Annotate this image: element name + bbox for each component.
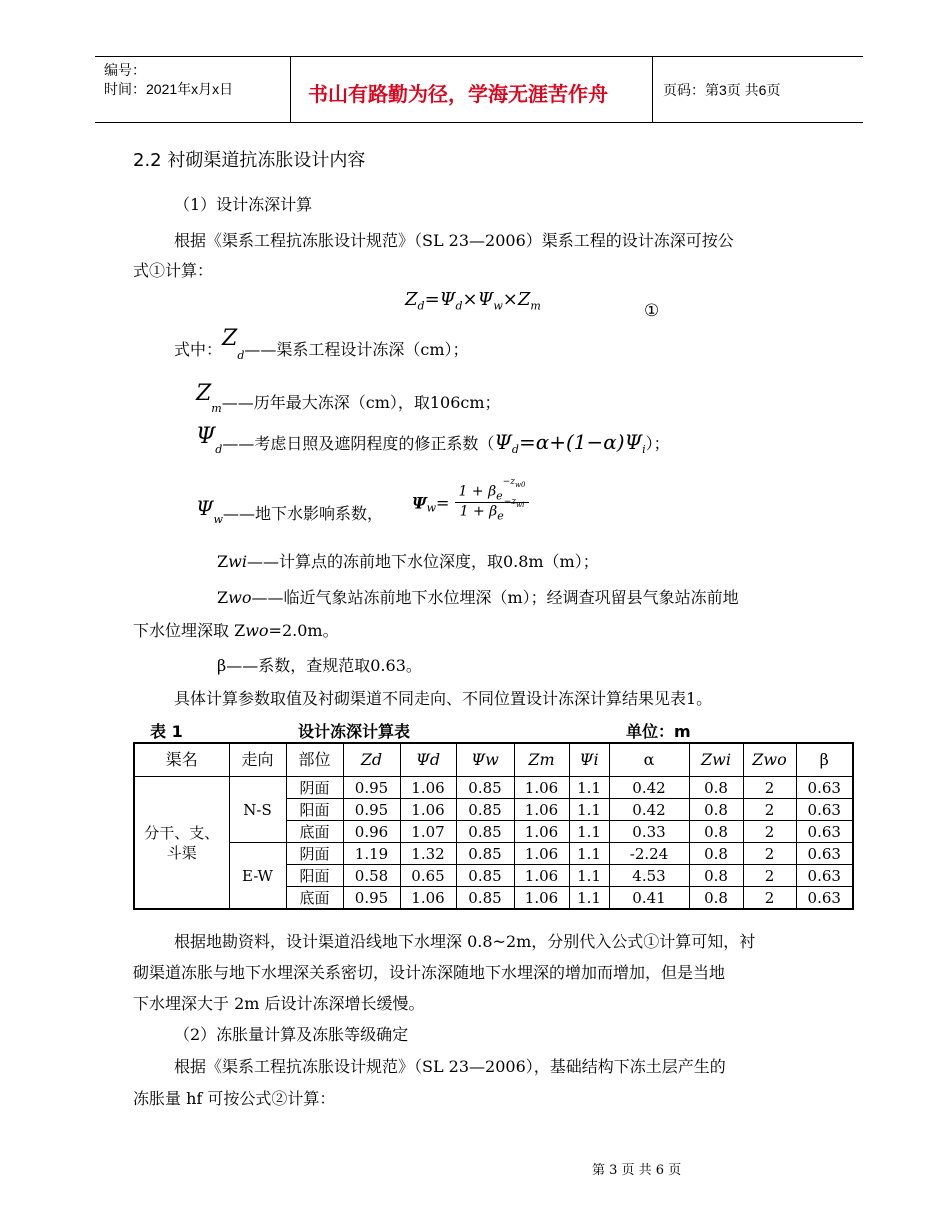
definition-zwo: Zwo——临近气象站冻前地下水位埋深（m）；经调查巩留县气象站冻前地	[217, 588, 739, 607]
header-cell: Ψw	[456, 743, 514, 777]
subsection-title: （1）设计冻深计算	[174, 195, 313, 214]
definition-zm: $Z_m——$历年最大冻深（cm），取106cm；	[196, 381, 501, 416]
table-cell: 0.85	[456, 887, 514, 910]
table-cell: 1.1	[569, 821, 609, 843]
table-cell: 0.8	[689, 821, 743, 843]
table-cell: 阴面	[286, 777, 343, 799]
table-cell: 0.33	[609, 821, 689, 843]
table-row	[134, 843, 853, 865]
freeze-depth-table	[133, 742, 854, 910]
table-cell: 0.95	[343, 799, 400, 821]
table-cell: 0.8	[689, 777, 743, 799]
table-cell: 1.06	[400, 887, 456, 910]
subsection-title: （2）冻胀量计算及冻胀等级确定	[174, 1025, 409, 1044]
page-label: 页码：第3页 共6页	[663, 82, 781, 98]
table-cell: 0.95	[343, 887, 400, 910]
table-title: 设计冻深计算表	[298, 722, 411, 741]
direction-cell: E-W	[229, 843, 286, 910]
table-cell: 1.1	[569, 865, 609, 887]
psiw-formula: $\Psi_w=$ $\frac{1 + \beta_e^{-z_{w0}}}{1 + \beta_e^{-z_{wi}}}$	[412, 483, 529, 523]
paragraph-line: 具体计算参数取值及衬砌渠道不同走向、不同位置设计冻深计算结果见表1。	[174, 689, 713, 708]
definition-zwo-cont: 下水位埋深取 Zwo=2.0m。	[133, 621, 339, 640]
paragraph-line: 式①计算：	[133, 261, 214, 280]
page-footer: 第 3 页 共 6 页	[592, 1163, 682, 1178]
paragraph-line: 根据《渠系工程抗冻胀设计规范》（SL 23—2006）渠系工程的设计冻深可按公	[174, 231, 734, 250]
header-cell: Ψd	[400, 743, 456, 777]
table-cell: 底面	[286, 887, 343, 910]
header-cell: 走向	[229, 743, 286, 777]
header-cell: 渠名	[134, 743, 229, 777]
table-cell: 1.06	[514, 777, 569, 799]
table-cell: 阴面	[286, 843, 343, 865]
table-cell: 1.06	[514, 865, 569, 887]
table-cell: 1.07	[400, 821, 456, 843]
table-cell: -2.24	[609, 843, 689, 865]
table-row	[134, 777, 853, 799]
table-cell: 0.85	[456, 843, 514, 865]
table-cell: 0.85	[456, 865, 514, 887]
header-cell: Zd	[343, 743, 400, 777]
table-cell: 阳面	[286, 799, 343, 821]
formula-number: ①	[644, 301, 660, 321]
table-cell: 0.96	[343, 821, 400, 843]
direction-cell: N-S	[229, 777, 286, 843]
table-cell: 1.1	[569, 799, 609, 821]
table-cell: 0.63	[796, 865, 853, 887]
table-cell: 1.1	[569, 843, 609, 865]
paragraph-line: 根据《渠系工程抗冻胀设计规范》（SL 23—2006），基础结构下冻土层产生的	[174, 1057, 726, 1076]
paragraph-line: 砌渠道冻胀与地下水埋深关系密切，设计冻深随地下水埋深的增加而增加，但是当地	[133, 963, 726, 982]
table-cell: 1.1	[569, 777, 609, 799]
table-cell: 0.63	[796, 887, 853, 910]
definition-psid: $\Psi_d——$考虑日照及遮阴程度的修正系数$(\Psi_d=\alpha+(1-\alpha)\Psi_i)$；	[196, 424, 670, 457]
header-cell: Zwo	[743, 743, 796, 777]
table-cell: 0.8	[689, 843, 743, 865]
table-cell: 0.85	[456, 799, 514, 821]
table-cell: 1.06	[514, 799, 569, 821]
table-cell: 2	[743, 777, 796, 799]
table-cell: 0.58	[343, 865, 400, 887]
formula-1: $Z_d=\Psi_d\times\Psi_w\times Z_m$	[405, 289, 541, 313]
table-cell: 0.85	[456, 777, 514, 799]
table-cell: 0.41	[609, 887, 689, 910]
motto: 书山有路勤为径，学海无涯苦作舟	[308, 82, 608, 106]
definition-psiw: $\Psi_w——$地下水影响系数，	[196, 496, 383, 527]
table-cell: 1.32	[400, 843, 456, 865]
table-cell: 1.06	[514, 821, 569, 843]
table-cell: 4.53	[609, 865, 689, 887]
header-cell: Zwi	[689, 743, 743, 777]
header-cell: Ψi	[569, 743, 609, 777]
header-divider	[652, 57, 653, 123]
serial-label: 编号：	[104, 62, 146, 78]
header-divider	[290, 57, 291, 123]
table-cell: 0.95	[343, 777, 400, 799]
table-unit: 单位：m	[626, 722, 691, 741]
table-cell: 阳面	[286, 865, 343, 887]
paragraph-line: 下水埋深大于 2m 后设计冻深增长缓慢。	[133, 994, 425, 1013]
header-cell: Zm	[514, 743, 569, 777]
table-cell: 0.42	[609, 799, 689, 821]
table-cell: 2	[743, 843, 796, 865]
definition-zd: 式中：$Z_d——$渠系工程设计冻深（cm）；	[174, 326, 469, 363]
definition-beta: β——系数，查规范取0.63。	[217, 656, 422, 675]
table-cell: 1.06	[514, 843, 569, 865]
paragraph-line: 根据地勘资料，设计渠道沿线地下水埋深 0.8~2m，分别代入公式①计算可知，衬	[174, 932, 756, 951]
table-header-row	[134, 743, 853, 777]
header-bottom-rule	[95, 122, 863, 123]
table-cell: 0.63	[796, 821, 853, 843]
table-cell: 1.1	[569, 887, 609, 910]
paragraph-line: 冻胀量 hf 可按公式②计算：	[133, 1089, 336, 1108]
table-cell: 0.8	[689, 799, 743, 821]
table-cell: 2	[743, 887, 796, 910]
table-label: 表 1	[150, 722, 183, 741]
table-cell: 0.8	[689, 865, 743, 887]
table-cell: 1.06	[514, 887, 569, 910]
table-cell: 0.65	[400, 865, 456, 887]
table-cell: 0.63	[796, 777, 853, 799]
time-label: 时间：2021年x月x日	[104, 81, 234, 97]
header-cell: β	[796, 743, 853, 777]
table-cell: 2	[743, 821, 796, 843]
header-cell: 部位	[286, 743, 343, 777]
header-cell: α	[609, 743, 689, 777]
table-cell: 1.19	[343, 843, 400, 865]
table-cell: 底面	[286, 821, 343, 843]
table-cell: 0.63	[796, 843, 853, 865]
table-cell: 0.8	[689, 887, 743, 910]
table-cell: 1.06	[400, 777, 456, 799]
table-cell: 2	[743, 799, 796, 821]
table-cell: 0.42	[609, 777, 689, 799]
table-cell: 0.63	[796, 799, 853, 821]
table-cell: 0.85	[456, 821, 514, 843]
canal-cell: 分干、支、斗渠	[134, 777, 229, 910]
table-cell: 1.06	[400, 799, 456, 821]
section-title: 2.2 衬砌渠道抗冻胀设计内容	[133, 150, 366, 171]
table-cell: 2	[743, 865, 796, 887]
definition-zwi: Zwi——计算点的冻前地下水位深度，取0.8m（m）；	[217, 552, 599, 571]
header-top-rule	[95, 56, 863, 57]
